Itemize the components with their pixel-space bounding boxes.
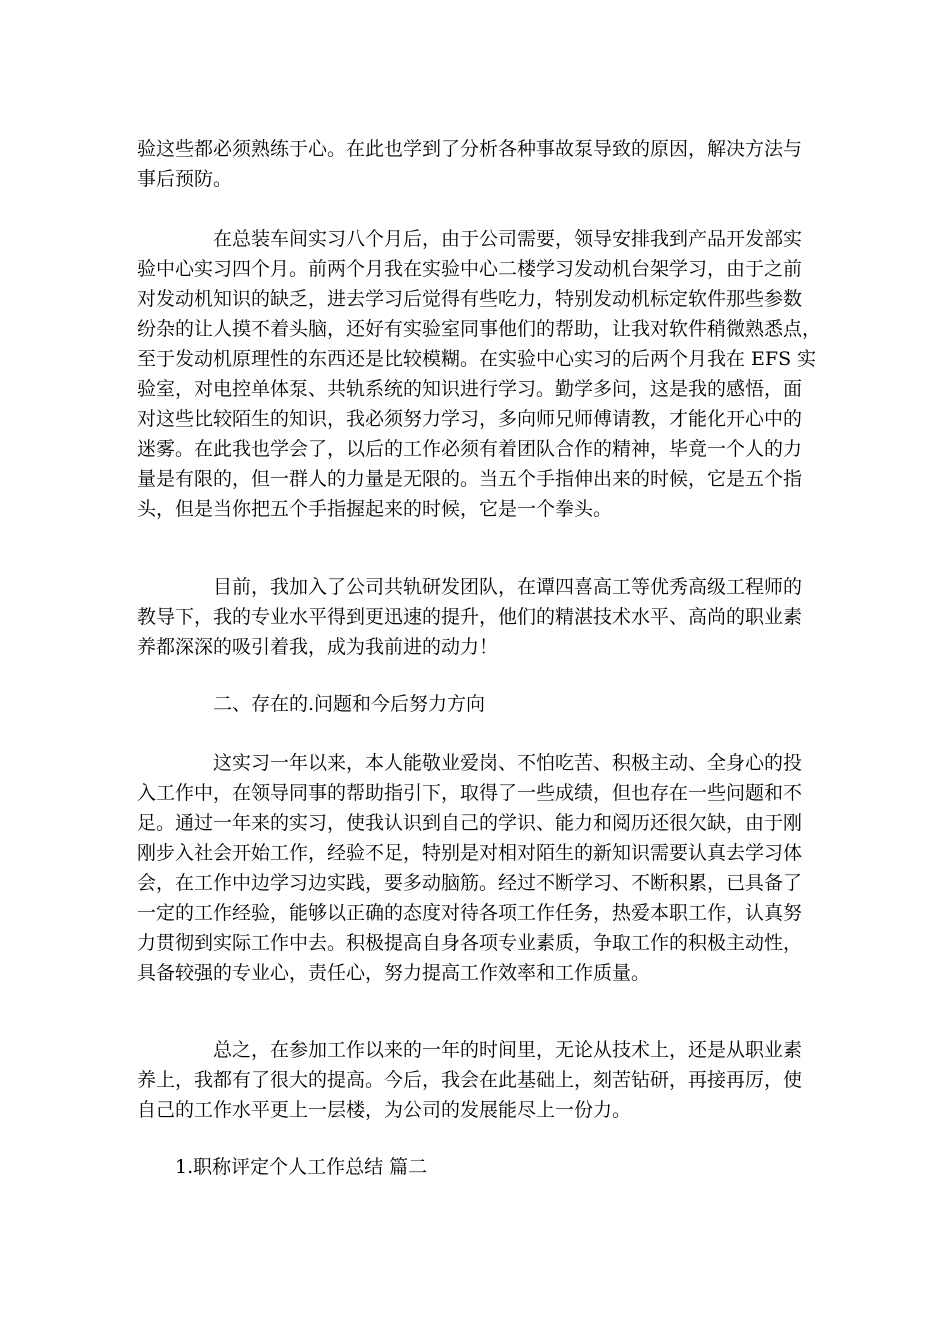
paragraph-line: 养上，我都有了很大的提高。今后，我会在此基础上，刻苦钻研，再接再厉，使 xyxy=(137,1069,803,1091)
section-title-text: 1.职称评定个人工作总结 篇二 xyxy=(175,1156,428,1178)
paragraph-lab-internship xyxy=(137,224,821,524)
paragraph-line: 对发动机知识的缺乏，进去学习后觉得有些吃力，特别发动机标定软件那些参数 xyxy=(137,288,803,310)
paragraph-line: 入工作中，在领导同事的帮助指引下，取得了一些成绩，但也存在一些问题和不 xyxy=(137,782,803,804)
paragraph-line: 一定的工作经验，能够以正确的态度对待各项工作任务，热爱本职工作，认真努 xyxy=(137,902,803,924)
paragraph-line: 刚步入社会开始工作，经验不足，特别是对相对陌生的新知识需要认真去学习体 xyxy=(137,842,803,864)
paragraph-line: 迷雾。在此我也学会了，以后的工作必须有着团队合作的精神，毕竟一个人的力 xyxy=(137,438,803,460)
paragraph-line: 自己的工作水平更上一层楼，为公司的发展能尽上一份力。 xyxy=(137,1099,632,1121)
paragraph-line: 验室，对电控单体泵、共轨系统的知识进行学习。勤学多问，这是我的感悟，面 xyxy=(137,378,803,400)
paragraph-problems xyxy=(137,748,802,988)
paragraph-line: 目前，我加入了公司共轨研发团队，在谭四喜高工等优秀高级工程师的 xyxy=(213,576,803,598)
paragraph-line: 事后预防。 xyxy=(137,168,233,190)
paragraph-line: 验这些都必须熟练于心。在此也学到了分析各种事故泵导致的原因，解决方法与 xyxy=(137,138,803,160)
paragraph-conclusion xyxy=(137,1035,802,1125)
paragraph-line: 验中心实习四个月。前两个月我在实验中心二楼学习发动机台架学习，由于之前 xyxy=(137,258,803,280)
paragraph-line: 具备较强的专业心，责任心，努力提高工作效率和工作质量。 xyxy=(137,962,651,984)
paragraph-continuation xyxy=(137,134,802,194)
paragraph-line: 养都深深的吸引着我，成为我前进的动力！ xyxy=(137,636,499,658)
paragraph-line: 在总装车间实习八个月后，由于公司需要，领导安排我到产品开发部实 xyxy=(213,228,803,250)
paragraph-line: 足。通过一年来的实习，使我认识到自己的学识、能力和阅历还很欠缺，由于刚 xyxy=(137,812,803,834)
paragraph-team xyxy=(137,572,802,662)
section-title xyxy=(175,1152,427,1182)
paragraph-line: 这实习一年以来，本人能敬业爱岗、不怕吃苦、积极主动、全身心的投 xyxy=(213,752,803,774)
paragraph-line: 教导下，我的专业水平得到更迅速的提升，他们的精湛技术水平、高尚的职业素 xyxy=(137,606,803,628)
paragraph-line: 总之，在参加工作以来的一年的时间里，无论从技术上，还是从职业素 xyxy=(213,1039,803,1061)
heading-problems xyxy=(213,689,485,719)
paragraph-line: 力贯彻到实际工作中去。积极提高自身各项专业素质，争取工作的积极主动性， xyxy=(137,932,803,954)
paragraph-line: 至于发动机原理性的东西还是比较模糊。在实验中心实习的后两个月我在 EFS 实 xyxy=(137,348,817,370)
paragraph-line: 对这些比较陌生的知识，我必须努力学习，多向师兄师傅请教，才能化开心中的 xyxy=(137,408,803,430)
heading-text: 二、存在的.问题和今后努力方向 xyxy=(213,693,486,715)
paragraph-line: 纷杂的让人摸不着头脑，还好有实验室同事他们的帮助，让我对软件稍微熟悉点， xyxy=(137,318,822,340)
paragraph-line: 会，在工作中边学习边实践，要多动脑筋。经过不断学习、不断积累，已具备了 xyxy=(137,872,803,894)
paragraph-line: 量是有限的，但一群人的力量是无限的。当五个手指伸出来的时候，它是五个指 xyxy=(137,468,803,490)
paragraph-line: 头，但是当你把五个手指握起来的时候，它是一个拳头。 xyxy=(137,498,613,520)
